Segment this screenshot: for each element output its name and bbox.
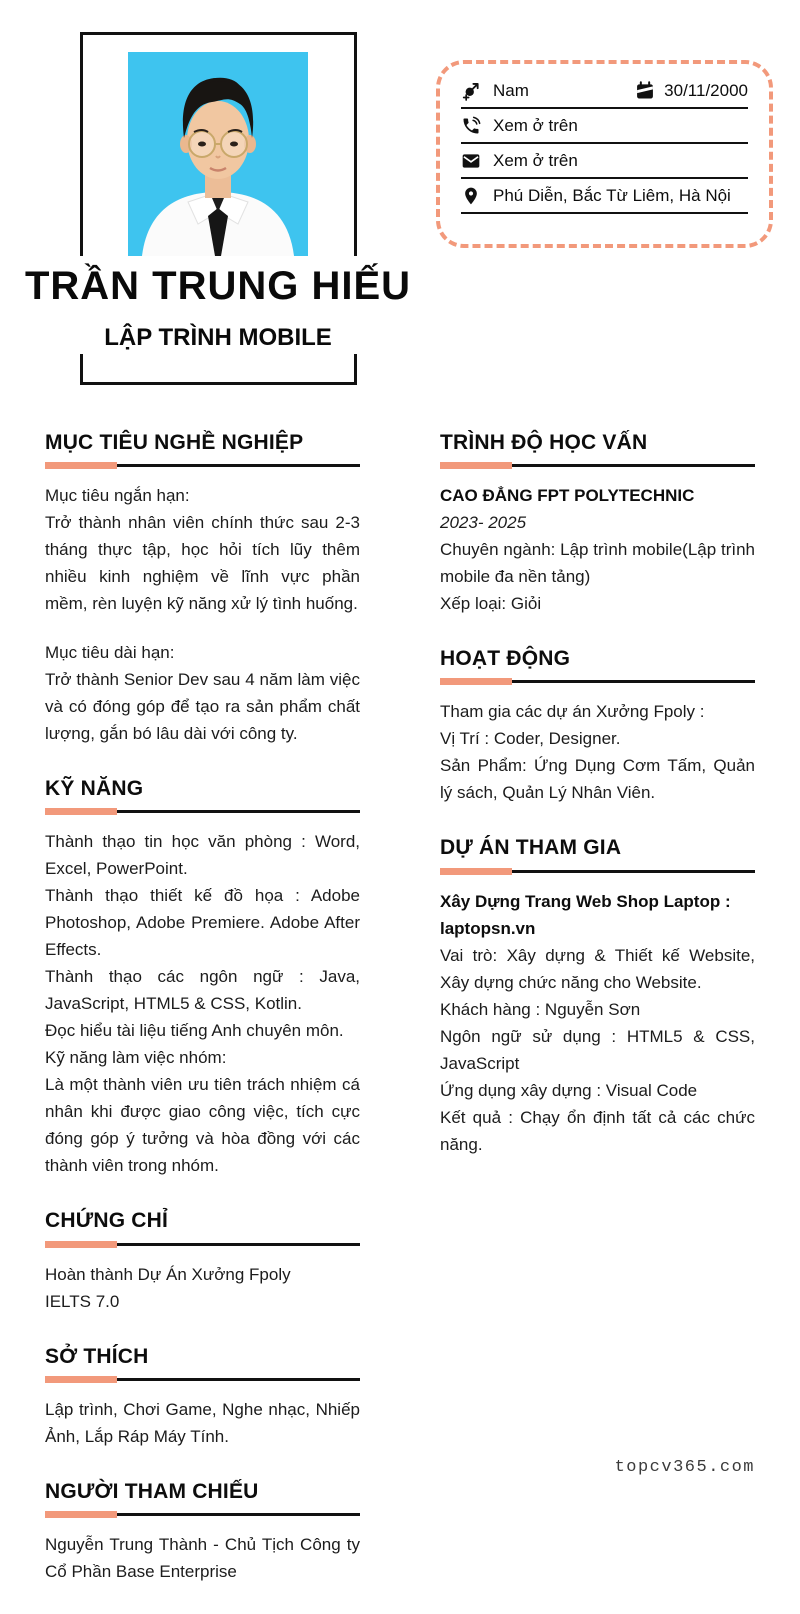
header-name-block [18,256,418,354]
paragraph: Kết quả : Chạy ổn định tất cả các chức năng. [440,1107,755,1154]
paragraph-spacer [45,617,360,639]
paragraph: Nguyễn Trung Thành - Chủ Tịch Công ty Cổ Phần Base Enterprise [45,1534,360,1581]
paragraph: Lập trình, Chơi Game, Nghe nhạc, Nhiếp Ảnh, Lắp Ráp Máy Tính. [45,1399,360,1446]
profile-photo [128,52,308,256]
section-divider [440,462,755,469]
paragraph: Chuyên ngành: Lập trình mobile(Lập trình mobile đa nền tảng) [440,540,755,587]
footer-watermark: topcv365.com [614,1458,755,1477]
paragraph: Vai trò: Xây dựng & Thiết kế Website, Xây dựng chức năng cho Website. [440,945,755,992]
paragraph: Tham gia các dự án Xưởng Fpoly : [440,702,705,722]
paragraph: Mục tiêu dài hạn: [45,643,175,663]
paragraph: Kỹ năng làm việc nhóm: [45,1048,227,1068]
section-title: HOẠT ĐỘNG [440,647,571,671]
section-objective [45,430,360,747]
section-title: DỰ ÁN THAM GIA [440,836,622,860]
project-title: Xây Dựng Trang Web Shop Laptop : laptopsn.vn [440,891,731,938]
birthdate-group [635,81,748,101]
contact-row-email [461,144,748,179]
phone-icon [461,116,481,136]
section-divider [45,462,360,469]
left-column [45,430,360,1614]
section-divider [440,678,755,685]
school-name: CAO ĐẲNG FPT POLYTECHNIC [440,486,695,506]
section-references [45,1479,360,1585]
birthdate-value: 30/11/2000 [664,80,748,100]
paragraph: Ứng dụng xây dựng : Visual Code [440,1080,698,1100]
paragraph: Mục tiêu ngắn hạn: [45,486,190,506]
paragraph: Thành thạo tin học văn phòng : Word, Excel, PowerPoint. [45,832,360,879]
paragraph: Hoàn thành Dự Án Xưởng Fpoly [45,1264,291,1284]
paragraph: Đọc hiểu tài liệu tiếng Anh chuyên môn. [45,1021,344,1041]
section-title: SỞ THÍCH [45,1344,149,1368]
paragraph: Vị Trí : Coder, Designer. [440,729,621,749]
paragraph: Trở thành Senior Dev sau 4 năm làm việc và có đóng góp để tạo ra sản phẩm chất lượng, gắn bó lâu dài với công ty. [45,670,360,744]
contact-row-address [461,179,748,214]
section-title: NGƯỜI THAM CHIẾU [45,1479,259,1503]
section-divider [440,868,755,875]
right-column [440,430,755,1614]
location-icon [461,186,481,206]
section-certificates [45,1208,360,1314]
email-value: Xem ở trên [493,150,578,170]
section-divider [45,1511,360,1518]
education-period: 2023- 2025 [440,513,527,533]
paragraph: Xếp loại: Giỏi [440,594,542,614]
calendar-icon [635,81,655,101]
section-title: TRÌNH ĐỘ HỌC VẤN [440,431,648,454]
candidate-name: TRẦN TRUNG HIẾU [24,264,412,308]
section-skills [45,776,360,1179]
paragraph: Thành thạo thiết kế đồ họa : Adobe Photoshop, Adobe Premiere. Adobe After Effects. [45,886,360,960]
section-title: KỸ NĂNG [45,777,144,801]
paragraph: IELTS 7.0 [45,1291,120,1311]
section-education [440,430,755,617]
cv-body [45,430,755,1614]
phone-value: Xem ở trên [493,115,578,135]
section-divider [45,1241,360,1248]
paragraph: Là một thành viên ưu tiên trách nhiệm cá nhân khi được giao công việc, tích cực đóng góp ý tưởng và hòa đồng với các thành viên trong nhóm. [45,1075,360,1176]
email-icon [461,151,481,171]
gender-value: Nam [493,80,529,100]
gender-icon [461,81,481,101]
contact-card [436,60,773,248]
section-divider [45,808,360,815]
section-title: CHỨNG CHỈ [45,1209,169,1233]
section-divider [45,1376,360,1383]
contact-row-phone [461,109,748,144]
paragraph: Trở thành nhân viên chính thức sau 2-3 tháng thực tập, học hỏi tích lũy thêm nhiều kinh nghiệm về lĩnh vực phần mềm, rèn luyện kỹ năng xử lý tình huống. [45,513,360,614]
section-title: MỤC TIÊU NGHỀ NGHIỆP [45,431,304,454]
section-hobbies [45,1344,360,1450]
address-value: Phú Diễn, Bắc Từ Liêm, Hà Nội [493,185,731,205]
candidate-job-title: LẬP TRÌNH MOBILE [104,324,332,351]
paragraph: Ngôn ngữ sử dụng : HTML5 & CSS, JavaScript [440,1026,755,1073]
section-activities [440,646,755,806]
paragraph: Khách hàng : Nguyễn Sơn [440,999,641,1019]
paragraph: Sản Phẩm: Ứng Dụng Cơm Tấm, Quản lý sách, Quản Lý Nhân Viên. [440,756,755,803]
paragraph: Thành thạo các ngôn ngữ : Java, JavaScript, HTML5 & CSS, Kotlin. [45,967,360,1014]
section-projects [440,835,755,1157]
contact-row-gender [461,74,748,109]
